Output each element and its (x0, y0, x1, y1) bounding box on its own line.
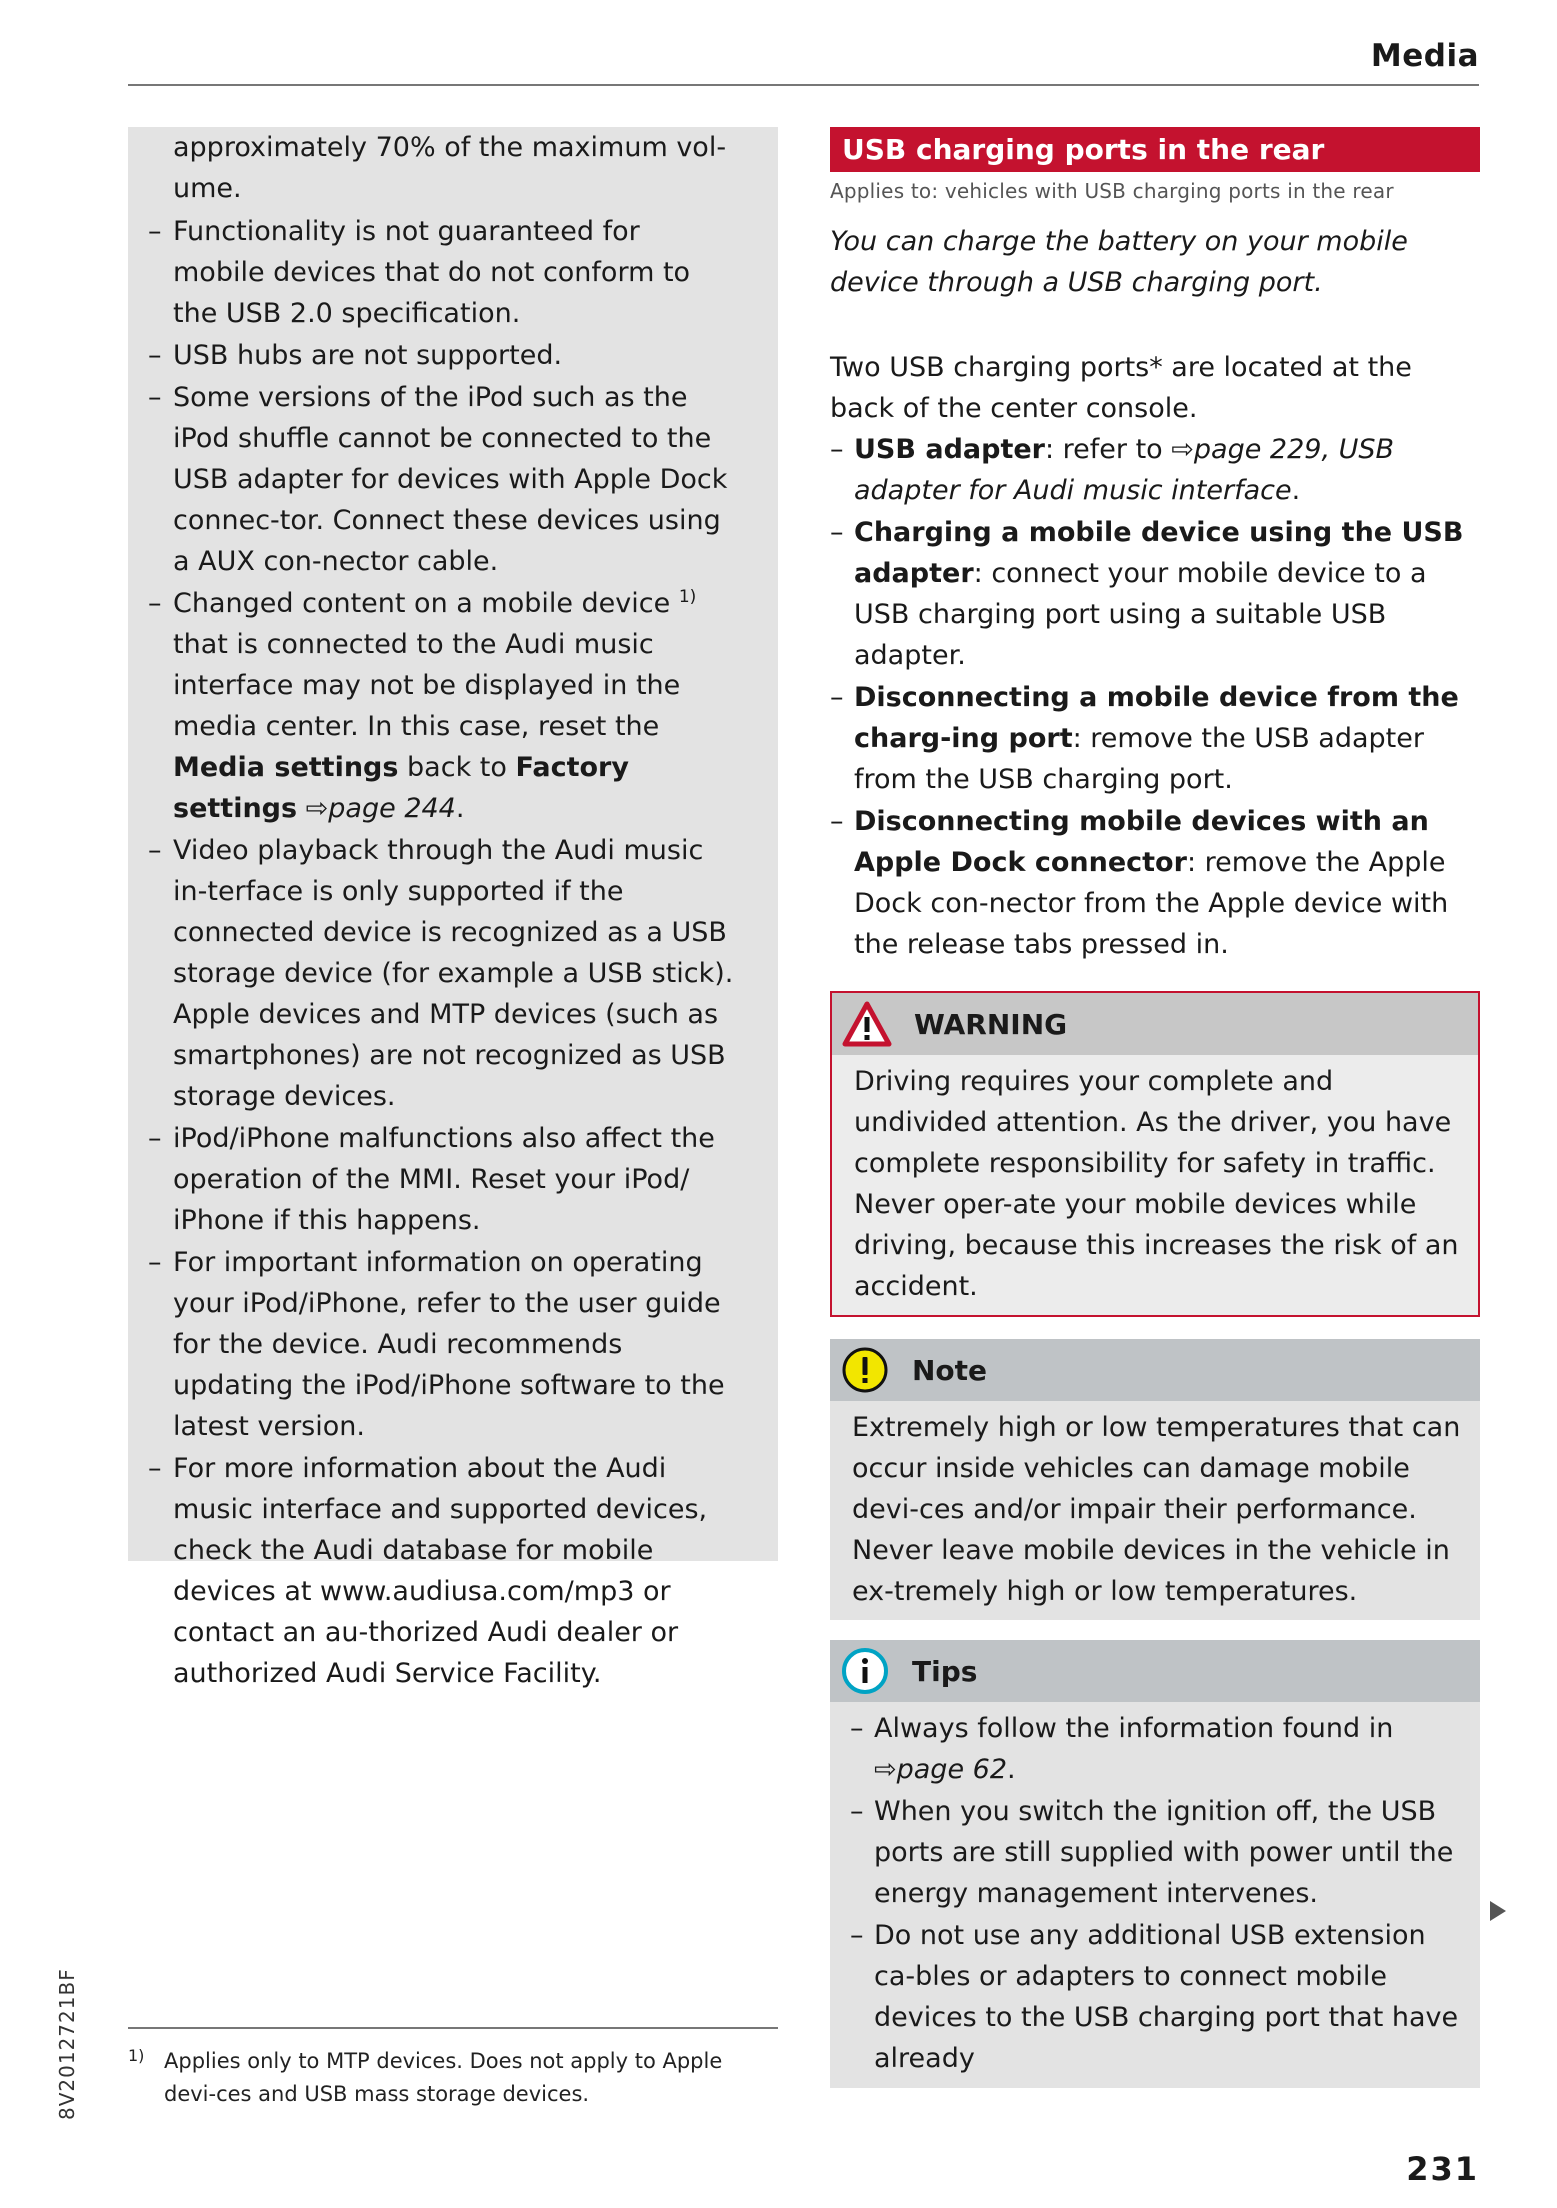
tips-list (850, 1708, 1464, 2079)
note-header (830, 1339, 1480, 1401)
left-bullet-list (170, 211, 758, 1694)
continue-arrow-icon (1490, 1901, 1506, 1921)
item-text: Changed content on a mobile device (173, 588, 679, 619)
body-text: Two USB charging ports* are located at the back of the center console. (830, 352, 1412, 424)
warning-text: Driving requires your complete and undivided attention. As the driver, you have complete responsibility for safety in traffic. Never oper-ate your mobile devices while driving, because this increases the risk of an accident. (854, 1066, 1459, 1302)
document-code: 8V2012721BF (55, 1968, 79, 2120)
right-column (830, 127, 1480, 2088)
item-bold: Charging a mobile device using the USB adapter (854, 517, 1464, 589)
item-bold: USB adapter (854, 434, 1045, 465)
exclamation-circle-icon (840, 1345, 890, 1395)
item-text: : refer to (1044, 434, 1172, 465)
tips-title: Tips (912, 1654, 978, 1688)
header-divider (128, 84, 1479, 86)
right-bullet-list (830, 429, 1480, 965)
page-section-title: Media (1370, 38, 1479, 74)
list-item: – Do not use any additional USB extension ca-bles or adapters to connect mobile devices to the USB charging port that have already (850, 1915, 1464, 2079)
item-text: . (1291, 475, 1301, 506)
panel-lead-text: approximately 70% of the maximum vol-ume. (173, 132, 727, 204)
tips-box (830, 1640, 1480, 2088)
footnote-divider (128, 2027, 778, 2029)
page-link[interactable]: page 62 (896, 1754, 1007, 1785)
item-bold: Factory settings (173, 752, 629, 824)
item-text: that is connected to the Audi music interface may not be displayed in the media center. In this case, reset the (173, 629, 681, 742)
item-text: back to (398, 752, 516, 783)
list-item: – When you switch the ignition off, the USB ports are still supplied with power until the energy management intervenes. (850, 1791, 1464, 1914)
list-item: – Video playback through the Audi music in-terface is only supported if the connected device is recognized as a USB storage device (for example a USB stick). Apple devices and MTP devices (such as smartphones) are not recognized as USB storage devices. (148, 830, 736, 1117)
list-item (148, 583, 736, 829)
footnote-text: Applies only to MTP devices. Does not apply to Apple devi-ces and USB mass storage devices. (164, 2049, 723, 2106)
tips-body (830, 1702, 1480, 2088)
list-item: – Some versions of the iPod such as the iPod shuffle cannot be connected to the USB adapter for devices with Apple Dock connec-tor. Connect these devices using a AUX con-nector cable. (148, 377, 736, 582)
item-text: : remove the USB adapter from the USB charging port. (854, 723, 1424, 795)
list-item (830, 801, 1480, 965)
list-item (830, 677, 1480, 800)
warning-header (832, 993, 1478, 1055)
left-info-panel (128, 127, 778, 1689)
list-item: – For important information on operating your iPod/iPhone, refer to the user guide for the device. Audi recommends updating the iPod/iPhone software to the latest version. (148, 1242, 736, 1447)
page-number: 231 (1406, 2150, 1479, 2188)
footnote-ref[interactable]: 1) (678, 587, 697, 607)
page-link[interactable]: page 244 (328, 793, 456, 824)
footnote (128, 2045, 778, 2111)
arrow-right-icon: ⇨ (874, 1754, 897, 1785)
note-text: Extremely high or low temperatures that can occur inside vehicles can damage mobile devi-ces and/or impair their performance. Never leave mobile devices in the vehicle in ex-tremely high or low temperatures. (830, 1401, 1480, 1620)
arrow-right-icon: ⇨ (297, 793, 329, 824)
item-bold: Media settings (173, 752, 399, 783)
tips-header (830, 1640, 1480, 1702)
item-text: : connect your mobile device to a USB charging port using a suitable USB adapter. (854, 558, 1427, 671)
page-link[interactable]: page 229, USB adapter for Audi music interface (854, 434, 1395, 506)
applies-to-note: Applies to: vehicles with USB charging ports in the rear (830, 179, 1394, 203)
list-item: – USB hubs are not supported. (148, 335, 736, 376)
item-text: : remove the Apple Dock con-nector from the Apple device with the release tabs pressed in. (854, 847, 1449, 960)
warning-box (830, 991, 1480, 1317)
warning-title: WARNING (914, 1007, 1068, 1041)
footnote-mark: 1) (128, 2046, 145, 2065)
item-text: . (1007, 1754, 1016, 1785)
warning-triangle-icon (842, 999, 892, 1049)
item-bold: Disconnecting a mobile device from the charg-ing port (854, 682, 1459, 754)
list-item (850, 1708, 1464, 1790)
list-item: – iPod/iPhone malfunctions also affect the operation of the MMI. Reset your iPod/ iPhone if this happens. (148, 1118, 736, 1241)
arrow-right-icon: ⇨ (1171, 434, 1194, 465)
note-title: Note (912, 1353, 988, 1387)
item-text: Always follow the information found in (874, 1713, 1394, 1744)
list-item: – For more information about the Audi music interface and supported devices, check the Audi database for mobile devices at www.audiusa.com/mp3 or contact an au-thorized Audi dealer or authorized Audi Service Facility. (148, 1448, 736, 1694)
item-bold: Disconnecting mobile devices with an Apple Dock connector (854, 806, 1429, 878)
intro-text: You can charge the battery on your mobile device through a USB charging port. (830, 226, 1408, 298)
item-text: . (455, 793, 465, 824)
list-item (830, 512, 1480, 676)
list-item (830, 429, 1480, 511)
section-heading: USB charging ports in the rear (830, 127, 1480, 172)
info-circle-icon (840, 1646, 890, 1696)
note-box (830, 1339, 1480, 1620)
list-item: – Functionality is not guaranteed for mobile devices that do not conform to the USB 2.0 specification. (148, 211, 736, 334)
